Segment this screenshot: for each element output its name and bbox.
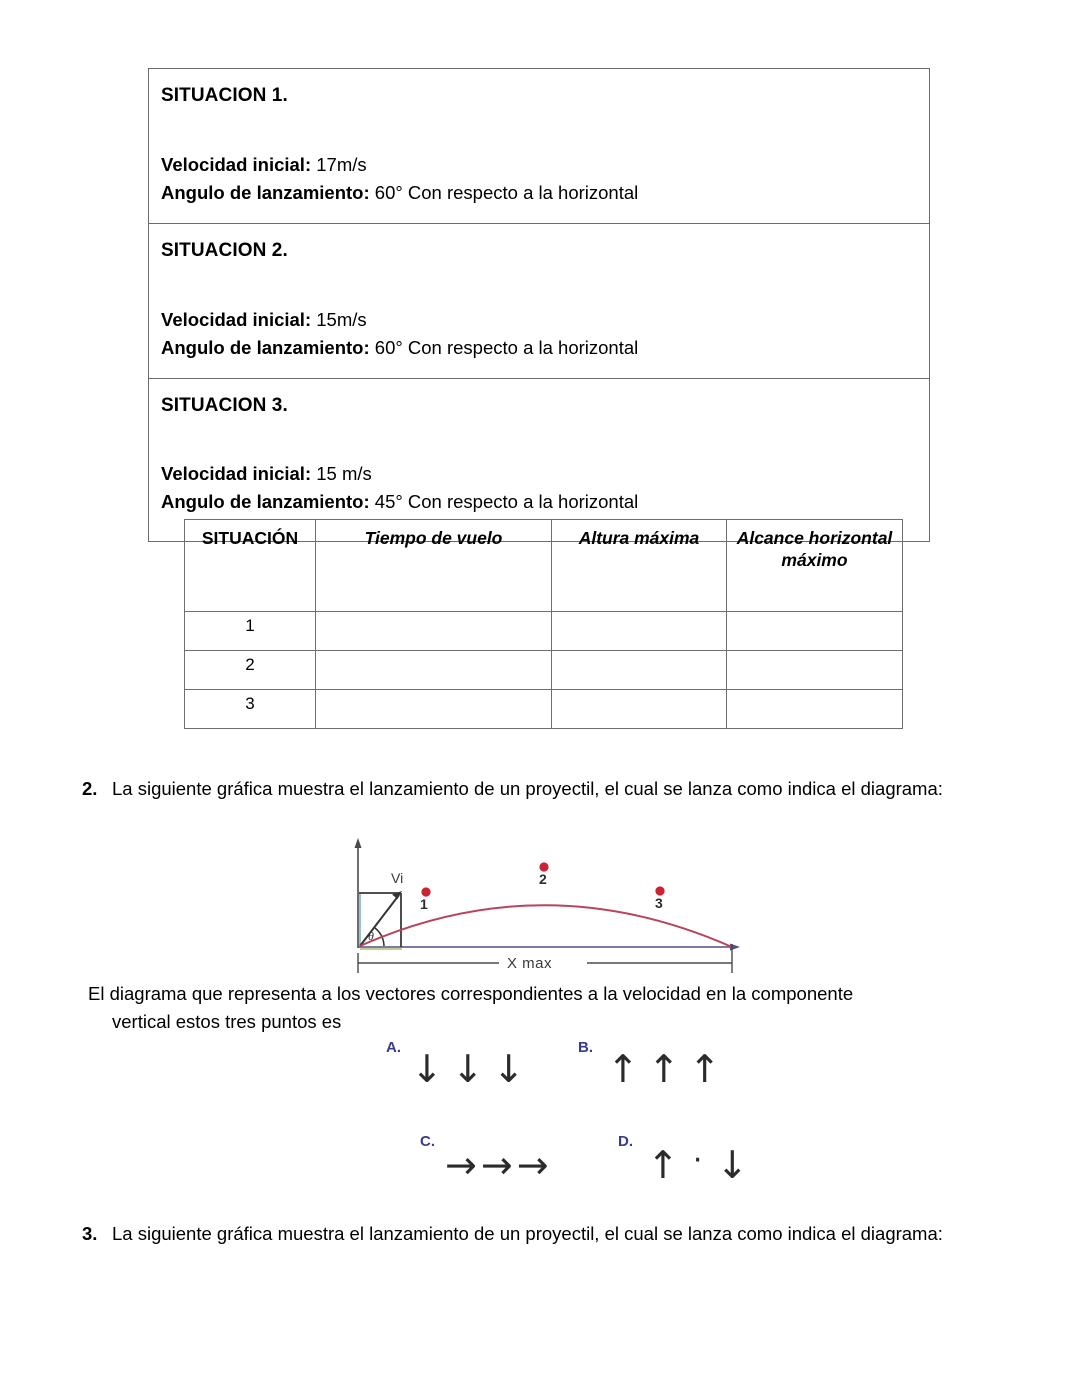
velocity-label: Velocidad inicial:: [161, 153, 312, 175]
cell-situacion: 3: [185, 690, 316, 729]
situation-row-1: [149, 69, 929, 224]
answer-option-c[interactable]: [420, 1132, 549, 1187]
option-c-label: C.: [420, 1133, 435, 1150]
lead-paragraph-line-2: vertical estos tres puntos es: [112, 1010, 342, 1032]
table-header-row: [185, 520, 903, 612]
situation-velocity-line: [161, 460, 917, 488]
point-label-2: 2: [539, 871, 547, 887]
up-arrow-icon: ↑: [688, 1047, 721, 1091]
up-arrow-icon: ↑: [607, 1047, 639, 1091]
option-a-label: A.: [386, 1039, 401, 1056]
angle-value: 60° Con respecto a la horizontal: [374, 336, 639, 358]
cell-tiempo-de-vuelo[interactable]: [316, 651, 552, 690]
down-arrow-icon: ↓: [716, 1143, 749, 1187]
option-d-glyphs: [647, 1143, 749, 1187]
angle-label: Angulo de lanzamiento:: [161, 336, 370, 358]
situation-title: SITUACION 1.: [161, 85, 288, 106]
velocity-label: Velocidad inicial:: [161, 308, 312, 330]
right-arrow-icon: →: [480, 1143, 513, 1187]
situation-row-3: [149, 379, 929, 541]
question-text: La siguiente gráfica muestra el lanzamiento de un proyectil, el cual se lanza como indica el diagrama:: [112, 778, 943, 799]
answer-option-b[interactable]: [578, 1038, 721, 1091]
trajectory-curve: [360, 905, 732, 947]
vi-label: Vi: [391, 870, 404, 886]
situation-title: SITUACION 2.: [161, 239, 288, 261]
column-header-tiempo-de-vuelo: Tiempo de vuelo: [316, 520, 552, 612]
table-row: [185, 612, 903, 651]
right-arrow-icon: →: [445, 1143, 477, 1187]
point-label-3: 3: [655, 895, 663, 911]
situation-row-2: [149, 224, 929, 379]
right-arrow-icon: →: [516, 1143, 549, 1187]
question-number: 3.: [82, 1223, 98, 1244]
situation-angle-line: [161, 334, 917, 362]
cell-altura-maxima[interactable]: [552, 690, 727, 729]
down-arrow-icon: ↓: [451, 1047, 484, 1091]
down-arrow-icon: ↓: [492, 1047, 525, 1091]
situations-box: [148, 68, 930, 542]
angle-label: Angulo de lanzamiento:: [161, 491, 370, 513]
x-max-label: X max: [507, 955, 553, 972]
velocity-label: Velocidad inicial:: [161, 463, 312, 485]
cell-situacion: 2: [185, 651, 316, 690]
answer-options: [382, 1032, 762, 1217]
cell-situacion: 1: [185, 612, 316, 651]
angle-value: 45° Con respecto a la horizontal: [374, 491, 639, 513]
table-row: [185, 651, 903, 690]
question-number: 2.: [82, 778, 98, 799]
situation-velocity-line: [161, 306, 917, 334]
column-header-altura-maxima: Altura máxima: [552, 520, 727, 612]
column-header-alcance-horizontal-maximo: Alcance horizontal máximo: [727, 520, 903, 612]
answer-option-d[interactable]: [618, 1132, 749, 1187]
lead-paragraph-line-1: El diagrama que representa a los vectores correspondientes a la velocidad en la componente: [88, 983, 854, 1004]
situation-velocity-line: [161, 151, 917, 179]
down-arrow-icon: ↓: [411, 1047, 443, 1091]
results-table: [184, 519, 903, 729]
cell-altura-maxima[interactable]: [552, 612, 727, 651]
answer-option-a[interactable]: [386, 1038, 525, 1091]
cell-alcance-horizontal-maximo[interactable]: [727, 612, 903, 651]
option-d-label: D.: [618, 1133, 633, 1150]
table-row: [185, 690, 903, 729]
option-a-glyphs: [411, 1047, 525, 1091]
option-b-label: B.: [578, 1039, 593, 1056]
x-axis: [358, 944, 740, 951]
lead-paragraph: [88, 980, 978, 1036]
point-label-1: 1: [420, 896, 428, 912]
up-arrow-icon: ↑: [647, 1047, 680, 1091]
cell-tiempo-de-vuelo[interactable]: [316, 690, 552, 729]
cell-tiempo-de-vuelo[interactable]: [316, 612, 552, 651]
velocity-value: 15m/s: [316, 308, 367, 330]
projectile-trajectory-diagram: [344, 836, 754, 978]
question-3: [82, 1220, 982, 1248]
up-arrow-icon: ↑: [647, 1143, 679, 1187]
angle-label: Angulo de lanzamiento:: [161, 181, 370, 203]
theta-label: θ: [368, 929, 374, 943]
option-c-glyphs: [445, 1143, 549, 1187]
situation-angle-line: [161, 488, 917, 516]
situation-angle-line: [161, 179, 917, 207]
question-text: La siguiente gráfica muestra el lanzamiento de un proyectil, el cual se lanza como indica el diagrama:: [112, 1223, 943, 1244]
cell-altura-maxima[interactable]: [552, 651, 727, 690]
cell-alcance-horizontal-maximo[interactable]: [727, 690, 903, 729]
velocity-value: 17m/s: [316, 153, 367, 175]
column-header-situacion: SITUACIÓN: [185, 520, 316, 612]
question-2: [82, 775, 982, 803]
angle-value: 60° Con respecto a la horizontal: [374, 181, 639, 203]
cell-alcance-horizontal-maximo[interactable]: [727, 651, 903, 690]
situation-title: SITUACION 3.: [161, 394, 288, 416]
velocity-value: 15 m/s: [316, 463, 372, 485]
option-b-glyphs: [607, 1047, 721, 1091]
dot-icon: ·: [692, 1143, 703, 1178]
